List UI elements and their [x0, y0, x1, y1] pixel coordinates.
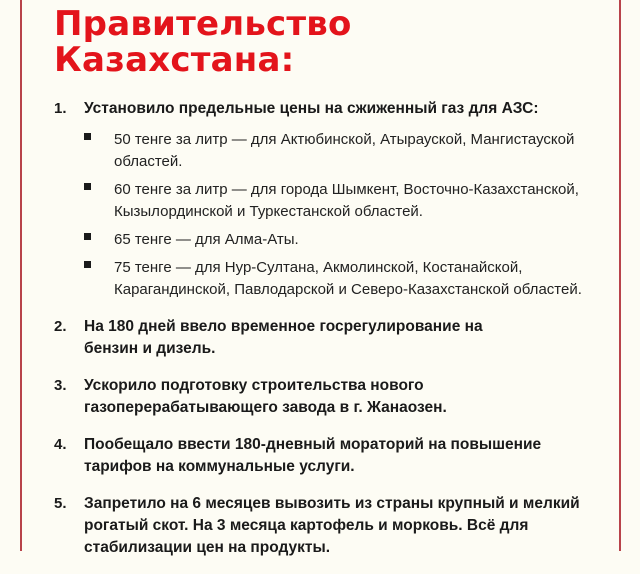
item-number: 1.	[54, 100, 67, 117]
square-bullet-icon	[84, 183, 91, 190]
price-sublist	[84, 129, 614, 301]
item-number: 2.	[54, 318, 67, 335]
title-line-1: Правительство	[54, 4, 352, 44]
sub-item-75-tenge	[84, 257, 614, 301]
item-number: 3.	[54, 377, 67, 394]
item-number: 5.	[54, 495, 67, 512]
item-text: Пообещало ввести 180-дневный мораторий на повышение тарифов на коммунальные услуги.	[84, 436, 542, 475]
left-border-line	[20, 0, 22, 551]
item-number: 4.	[54, 436, 67, 453]
sub-item-text: 50 тенге за литр — для Актюбинской, Атырауской, Мангистауской областей.	[114, 131, 575, 170]
page-title	[54, 6, 352, 78]
square-bullet-icon	[84, 261, 91, 268]
sub-item-text: 65 тенге — для Алма-Аты.	[114, 231, 299, 248]
item-text: Запретило на 6 месяцев вывозить из страны крупный и мелкий рогатый скот. На 3 месяца картофель и морковь. Всё для стабилизации цен на продукты.	[84, 495, 580, 556]
sub-item-text: 75 тенге — для Нур-Султана, Акмолинской, Костанайской, Карагандинской, Павлодарской и Северо-Казахстанской областей.	[114, 259, 582, 298]
item-text: Ускорило подготовку строительства нового газоперерабатывающего завода в г. Жанаозен.	[84, 377, 447, 416]
list-item-1	[54, 98, 614, 301]
list-item-4	[54, 434, 614, 478]
item-text: Установило предельные цены на сжиженный газ для АЗС:	[84, 100, 539, 117]
square-bullet-icon	[84, 133, 91, 140]
square-bullet-icon	[84, 233, 91, 240]
list-item-3	[54, 375, 614, 419]
measures-list	[54, 98, 614, 574]
sub-item-60-tenge	[84, 179, 614, 223]
sub-item-50-tenge	[84, 129, 614, 173]
sub-item-65-tenge	[84, 229, 614, 251]
sub-item-text: 60 тенге за литр — для города Шымкент, Восточно-Казахстанской, Кызылординской и Туркестанской областей.	[114, 181, 579, 220]
item-text: На 180 дней ввело временное госрегулирование на бензин и дизель.	[84, 318, 483, 357]
list-item-5	[54, 493, 614, 559]
right-border-line	[619, 0, 621, 551]
title-line-2: Казахстана:	[54, 40, 295, 80]
list-item-2	[54, 316, 614, 360]
